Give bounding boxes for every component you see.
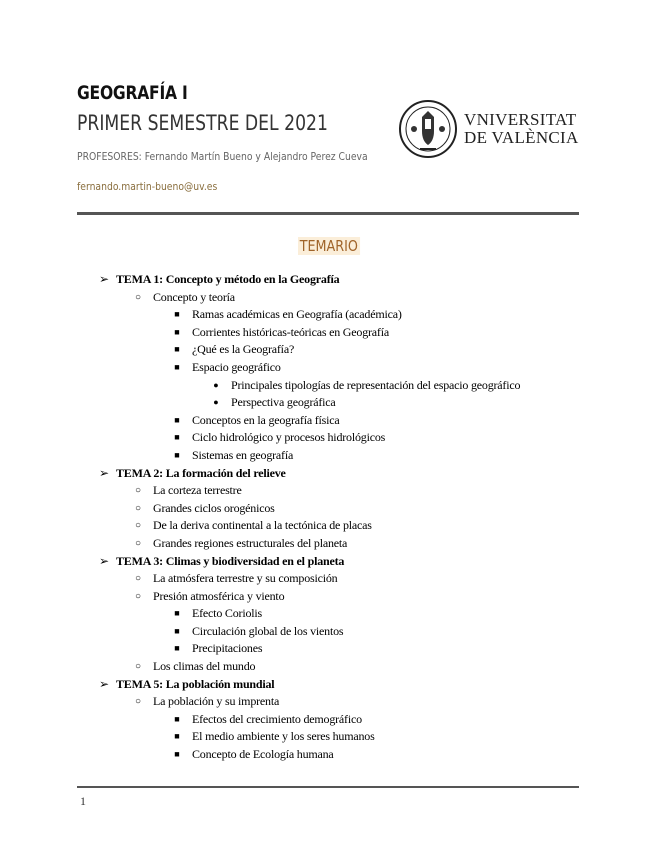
syllabus-item-text: Corrientes históricas-teóricas en Geografía — [192, 324, 389, 339]
syllabus-item-level-3 — [0, 728, 655, 746]
syllabus-item-level-2 — [0, 658, 655, 676]
bullet-icon: ■ — [174, 749, 180, 760]
document-subtitle: PRIMER SEMESTRE DEL 2021 — [77, 111, 328, 135]
syllabus-item-text: Ramas académicas en Geografía (académica) — [192, 307, 402, 322]
syllabus-item-text: La atmósfera terrestre y su composición — [153, 571, 338, 586]
bullet-icon: ➢ — [98, 465, 110, 480]
bullet-icon: ○ — [134, 661, 142, 673]
syllabus-item-text: Grandes regiones estructurales del planeta — [153, 535, 348, 550]
syllabus-item-text: Conceptos en la geografía física — [192, 412, 340, 427]
bullet-icon: ○ — [134, 291, 142, 303]
bullet-icon: ■ — [174, 361, 180, 372]
bullet-icon: ■ — [174, 432, 180, 443]
bullet-icon: ■ — [174, 643, 180, 654]
syllabus-item-level-3 — [0, 711, 655, 729]
syllabus-item-level-1 — [0, 465, 655, 483]
bullet-icon: ■ — [174, 344, 180, 355]
logo-line-2: DE VALÈNCIA — [464, 128, 579, 147]
syllabus-item-level-3 — [0, 324, 655, 342]
syllabus-item-level-2 — [0, 500, 655, 518]
header-divider — [77, 212, 579, 215]
syllabus-item-level-1 — [0, 553, 655, 571]
syllabus-item-level-2 — [0, 693, 655, 711]
syllabus-item-level-3 — [0, 429, 655, 447]
university-seal-icon — [398, 99, 458, 159]
bullet-icon: ○ — [134, 520, 142, 532]
bullet-icon: ● — [213, 397, 219, 408]
page-number: 1 — [80, 794, 86, 808]
bullet-icon: ■ — [174, 608, 180, 619]
syllabus-item-text: De la deriva continental a la tectónica de placas — [153, 518, 372, 533]
logo-line-1: VNIVERSITAT — [464, 110, 577, 129]
bullet-icon: ○ — [134, 696, 142, 708]
syllabus-list — [0, 271, 655, 764]
syllabus-item-level-3 — [0, 640, 655, 658]
syllabus-item-text: Grandes ciclos orogénicos — [153, 500, 275, 515]
bullet-icon: ■ — [174, 326, 180, 337]
syllabus-item-level-1 — [0, 271, 655, 289]
bullet-icon: ➢ — [98, 272, 110, 286]
syllabus-item-level-4 — [0, 394, 655, 412]
syllabus-item-level-3 — [0, 306, 655, 324]
syllabus-item-level-2 — [0, 588, 655, 606]
syllabus-item-text: TEMA 2: La formación del relieve — [116, 465, 286, 480]
email-link[interactable]: fernando.martin-bueno@uv.es — [77, 180, 218, 193]
bullet-icon: ■ — [174, 625, 180, 636]
syllabus-item-text: Los climas del mundo — [153, 659, 256, 674]
syllabus-item-text: Presión atmosférica y viento — [153, 588, 285, 603]
bullet-icon: ■ — [174, 713, 180, 724]
syllabus-item-level-2 — [0, 289, 655, 307]
syllabus-item-text: Efecto Coriolis — [192, 606, 262, 621]
syllabus-item-level-3 — [0, 341, 655, 359]
syllabus-item-level-3 — [0, 359, 655, 377]
bullet-icon: ➢ — [98, 676, 110, 691]
syllabus-item-level-3 — [0, 605, 655, 623]
syllabus-item-level-3 — [0, 623, 655, 641]
syllabus-item-level-1 — [0, 676, 655, 694]
bullet-icon: ○ — [134, 590, 142, 602]
section-title: TEMARIO — [299, 237, 358, 255]
syllabus-item-text: Circulación global de los vientos — [192, 623, 344, 638]
syllabus-item-text: Ciclo hidrológico y procesos hidrológicos — [192, 430, 386, 445]
syllabus-item-text: TEMA 3: Climas y biodiversidad en el planeta — [116, 553, 345, 568]
syllabus-item-text: Efectos del crecimiento demográfico — [192, 711, 362, 726]
syllabus-item-text: Precipitaciones — [192, 641, 263, 656]
bullet-icon: ● — [213, 379, 219, 390]
bullet-icon: ○ — [134, 573, 142, 585]
syllabus-item-level-4 — [0, 377, 655, 395]
bullet-icon: ■ — [174, 414, 180, 425]
syllabus-item-text: La corteza terrestre — [153, 483, 242, 498]
syllabus-item-text: Espacio geográfico — [192, 359, 281, 374]
bullet-icon: ■ — [174, 449, 180, 460]
syllabus-item-text: TEMA 1: Concepto y método en la Geografía — [116, 272, 340, 286]
bullet-icon: ■ — [174, 731, 180, 742]
university-logo — [398, 86, 578, 172]
professors-line: PROFESORES: Fernando Martín Bueno y Alejandro Perez Cueva — [77, 150, 368, 163]
syllabus-item-level-2 — [0, 535, 655, 553]
syllabus-item-level-2 — [0, 570, 655, 588]
syllabus-item-text: TEMA 5: La población mundial — [116, 676, 275, 691]
document-title: GEOGRAFÍA I — [77, 82, 188, 104]
syllabus-item-level-3 — [0, 746, 655, 764]
syllabus-item-text: La población y su imprenta — [153, 694, 280, 709]
syllabus-item-level-3 — [0, 412, 655, 430]
bullet-icon: ■ — [174, 309, 180, 320]
syllabus-item-level-2 — [0, 482, 655, 500]
syllabus-item-level-3 — [0, 447, 655, 465]
syllabus-item-text: El medio ambiente y los seres humanos — [192, 729, 375, 744]
footer-divider — [77, 786, 579, 788]
syllabus-item-text: Sistemas en geografía — [192, 447, 294, 462]
syllabus-item-level-2 — [0, 517, 655, 535]
syllabus-item-text: Perspectiva geográfica — [231, 395, 336, 410]
bullet-icon: ○ — [134, 502, 142, 514]
bullet-icon: ○ — [134, 485, 142, 497]
syllabus-item-text: ¿Qué es la Geografía? — [192, 342, 295, 357]
syllabus-item-text: Principales tipologías de representación del espacio geográfico — [231, 377, 521, 392]
bullet-icon: ➢ — [98, 553, 110, 568]
syllabus-item-text: Concepto de Ecología humana — [192, 747, 334, 762]
bullet-icon: ○ — [134, 537, 142, 549]
syllabus-item-text: Concepto y teoría — [153, 289, 235, 304]
